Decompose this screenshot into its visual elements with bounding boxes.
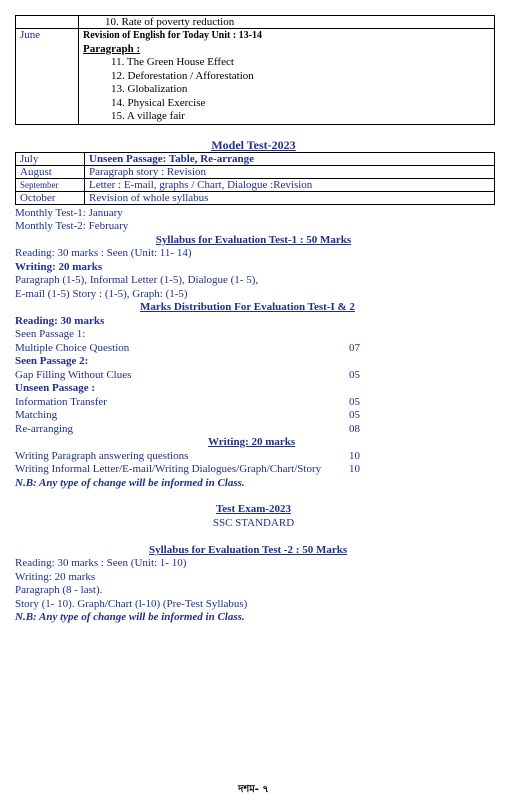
dist-rearr-label: Re-arranging bbox=[15, 423, 74, 435]
model-test-title: Model Test-2023 bbox=[211, 138, 296, 152]
paragraph-item: 15. A village fair bbox=[111, 110, 185, 122]
monthly-test-1: Monthly Test-1: January bbox=[15, 207, 123, 219]
revision-month-cell bbox=[16, 16, 79, 29]
dist-wpara-row bbox=[15, 450, 495, 464]
test-exam-title: Test Exam-2023 bbox=[215, 503, 292, 515]
model-july-content: Unseen Passage: Table, Re-arrange bbox=[85, 153, 495, 166]
paragraph-item: 12. Deforestation / Afforestation bbox=[111, 69, 254, 82]
month-october: October bbox=[16, 192, 85, 205]
dist-info-label: Information Transfer bbox=[15, 396, 107, 408]
dist-wletter-label: Writing Informal Letter/E-mail/Writing Dialogues/Graph/Chart/Story bbox=[15, 463, 322, 475]
syllabus2-story: Story (1- 10). Graph/Chart (l-10) (Pre-Test Syllabus) bbox=[15, 598, 248, 610]
dist-seen2-heading: Seen Passage 2: bbox=[15, 355, 89, 367]
syllabus2-writing: Writing: 20 marks bbox=[15, 571, 96, 583]
dist-wpara-marks: 10 bbox=[349, 450, 360, 462]
paragraph-heading: Paragraph : bbox=[83, 42, 141, 55]
dist-unseen-heading: Unseen Passage : bbox=[15, 382, 96, 394]
dist-wpara-label: Writing Paragraph answering questions bbox=[15, 450, 189, 462]
paragraph-item: 14. Physical Exercise bbox=[111, 96, 206, 109]
dist-mcq-marks: 07 bbox=[349, 342, 360, 354]
dist-note: N.B: Any type of change will be informed in Class. bbox=[15, 477, 245, 489]
dist-wletter-marks: 10 bbox=[349, 463, 360, 475]
page-number: দশম- ৭ bbox=[238, 784, 269, 795]
dist-rearr-row bbox=[15, 423, 495, 437]
dist-info-marks: 05 bbox=[349, 396, 360, 408]
june-content bbox=[79, 29, 495, 125]
dist-matching-label: Matching bbox=[15, 409, 58, 421]
model-september-content: Letter : E-mail, graphs / Chart, Dialogue :Revision bbox=[85, 179, 495, 192]
dist-gap-row bbox=[15, 369, 495, 383]
month-july: July bbox=[16, 153, 85, 166]
syllabus1-line2: E-mail (1-5) Story : (1-5), Graph: (1-5) bbox=[15, 288, 188, 300]
syllabus1-writing: Writing: 20 marks bbox=[15, 261, 103, 273]
paragraph-item: 13. Globalization bbox=[111, 83, 188, 95]
syllabus1-reading: Reading: 30 marks : Seen (Unit: 11- 14) bbox=[15, 247, 192, 259]
dist-rearr-marks: 08 bbox=[349, 423, 360, 435]
dist-seen1-heading: Seen Passage 1: bbox=[15, 328, 86, 340]
revision-item-10: 10. Rate of poverty reduction bbox=[79, 16, 495, 29]
monthly-test-2: Monthly Test-2: February bbox=[15, 220, 129, 232]
june-heading: Revision of English for Today Unit : 13-14 bbox=[83, 30, 263, 41]
dist-wletter-row bbox=[15, 463, 495, 477]
month-september: September bbox=[16, 179, 85, 192]
distribution-title: Marks Distribution For Evaluation Test-I & 2 bbox=[140, 301, 355, 313]
dist-gap-marks: 05 bbox=[349, 369, 360, 381]
dist-info-row bbox=[15, 396, 495, 410]
month-august: August bbox=[16, 166, 85, 179]
dist-reading-heading: Reading: 30 marks bbox=[15, 315, 105, 327]
model-test-table bbox=[15, 152, 495, 205]
model-october-content: Revision of whole syllabus bbox=[85, 192, 495, 205]
month-june: June bbox=[16, 29, 79, 125]
model-august-content: Paragraph story : Revision bbox=[85, 166, 495, 179]
dist-matching-marks: 05 bbox=[349, 409, 360, 421]
paragraph-item: 11. The Green House Effect bbox=[111, 56, 234, 68]
syllabus2-para: Paragraph (8 - last). bbox=[15, 584, 103, 596]
syllabus2-note: N.B: Any type of change will be informed in Class. bbox=[15, 611, 245, 623]
syllabus2-reading: Reading: 30 marks : Seen (Unit: 1- 10) bbox=[15, 557, 187, 569]
dist-gap-label: Gap Filling Without Clues bbox=[15, 369, 132, 381]
test-exam-subtitle: SSC STANDARD bbox=[212, 517, 295, 529]
syllabus2-title: Syllabus for Evaluation Test -2 : 50 Marks bbox=[149, 544, 348, 556]
revision-table bbox=[15, 15, 495, 125]
dist-mcq-label: Multiple Choice Question bbox=[15, 342, 130, 354]
dist-writing-heading: Writing: 20 marks bbox=[208, 436, 296, 448]
syllabus1-title: Syllabus for Evaluation Test-1 : 50 Marks bbox=[155, 234, 352, 246]
dist-matching-row bbox=[15, 409, 495, 423]
dist-mcq-row bbox=[15, 342, 495, 356]
syllabus1-line1: Paragraph (1-5), Informal Letter (1-5), Dialogue (1- 5), bbox=[15, 274, 259, 286]
